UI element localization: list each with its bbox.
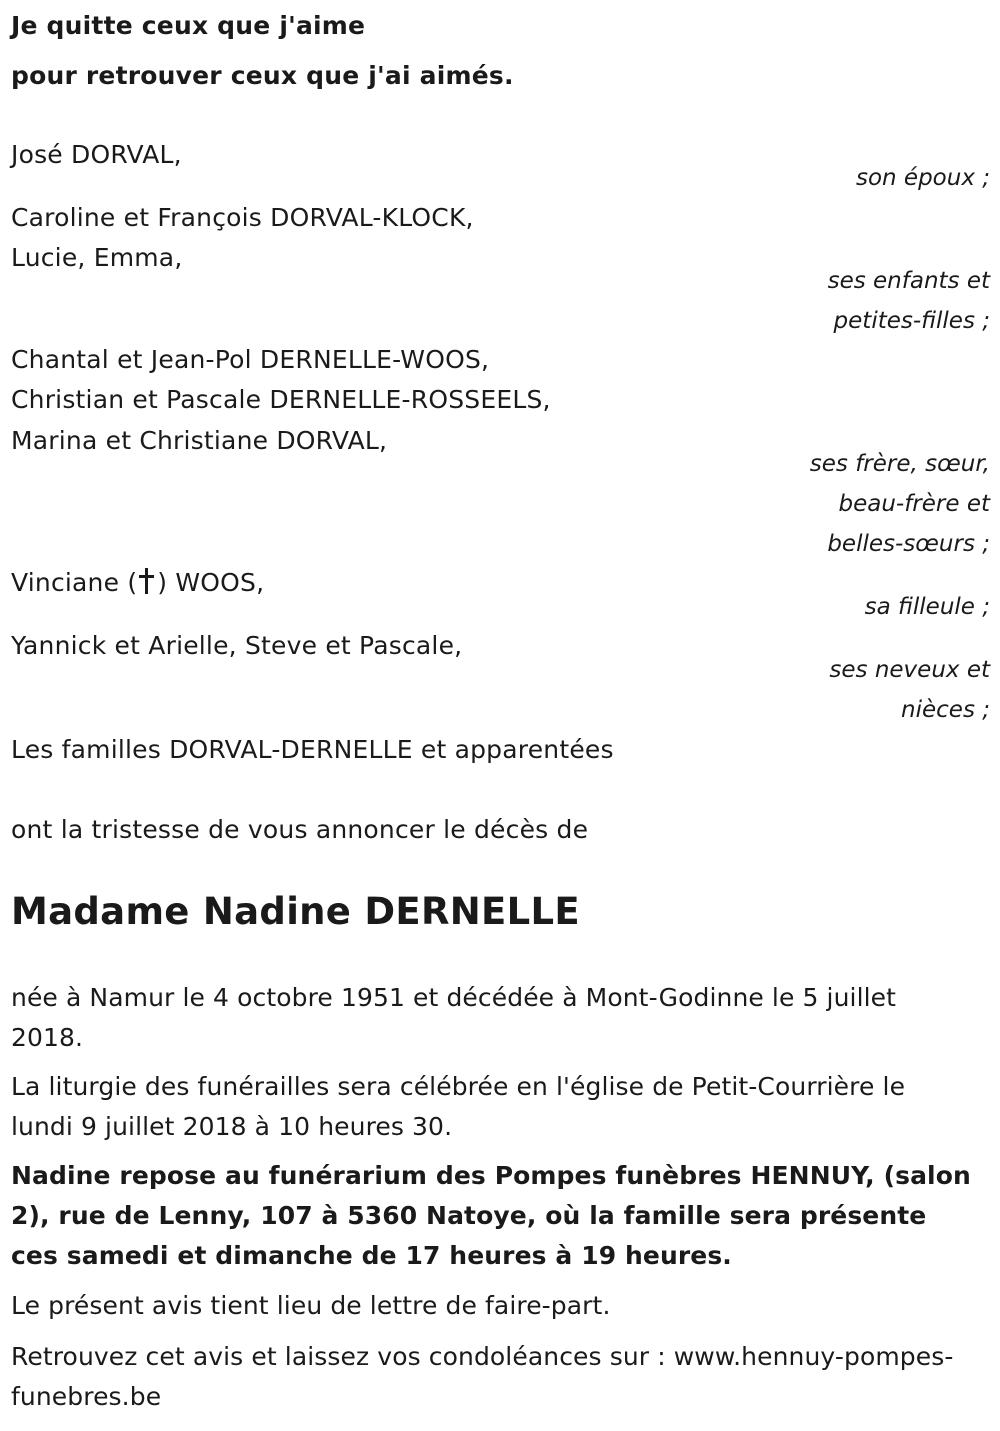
family-children-name-1: Caroline et François DORVAL-KLOCK, (11, 203, 474, 232)
family-goddaughter-name (11, 563, 264, 603)
family-siblings-role-2: beau-frère et (838, 491, 990, 517)
family-siblings-name-2: Christian et Pascale DERNELLE-ROSSEELS, (11, 385, 551, 414)
family-siblings-name-3: Marina et Christiane DORVAL, (11, 426, 388, 455)
family-siblings-role-3: belles-sœurs ; (827, 531, 990, 557)
deceased-name: Madame Nadine DERNELLE (11, 890, 580, 933)
epigraph-line-1: Je quitte ceux que j'aime (11, 11, 366, 40)
family-spouse-name: José DORVAL, (11, 140, 182, 169)
notice-paragraph: Le présent avis tient lieu de lettre de faire-part. (11, 1291, 611, 1320)
family-nephews-role-1: ses neveux et (829, 657, 990, 683)
family-nephews-role-2: nièces ; (901, 697, 990, 723)
family-siblings-role-1: ses frère, sœur, (809, 451, 990, 477)
epigraph-line-2: pour retrouver ceux que j'ai aimés. (11, 61, 514, 90)
goddaughter-name-before: Vinciane ( (11, 568, 138, 597)
family-spouse-role: son époux ; (855, 165, 990, 191)
announcement-text: ont la tristesse de vous annoncer le décès de (11, 815, 589, 844)
family-nephews-name: Yannick et Arielle, Steve et Pascale, (11, 631, 463, 660)
family-children-role-1: ses enfants et (827, 268, 990, 294)
goddaughter-name-after: ) WOOS, (157, 568, 265, 597)
family-children-name-2: Lucie, Emma, (11, 243, 183, 272)
condolences-paragraph: Retrouvez cet avis et laissez vos condoléances sur : www.hennuy-pompes-funebres.be (11, 1342, 954, 1411)
family-goddaughter-role: sa filleule ; (864, 594, 990, 620)
liturgy-paragraph: La liturgie des funérailles sera célébrée en l'église de Petit-Courrière le lundi 9 juillet 2018 à 10 heures 30. (11, 1072, 906, 1141)
funerarium-paragraph: Nadine repose au funérarium des Pompes funèbres HENNUY, (salon 2), rue de Lenny, 107 à 5360 Natoye, où la famille sera présente ces samedi et dimanche de 17 heures à 19 heures. (11, 1161, 971, 1270)
families-line: Les familles DORVAL-DERNELLE et apparentées (11, 735, 614, 764)
family-siblings-name-1: Chantal et Jean-Pol DERNELLE-WOOS, (11, 345, 490, 374)
cross-icon (137, 568, 157, 594)
birth-death-paragraph: née à Namur le 4 octobre 1951 et décédée à Mont-Godinne le 5 juillet 2018. (11, 983, 897, 1052)
family-children-role-2: petites-filles ; (833, 308, 990, 334)
